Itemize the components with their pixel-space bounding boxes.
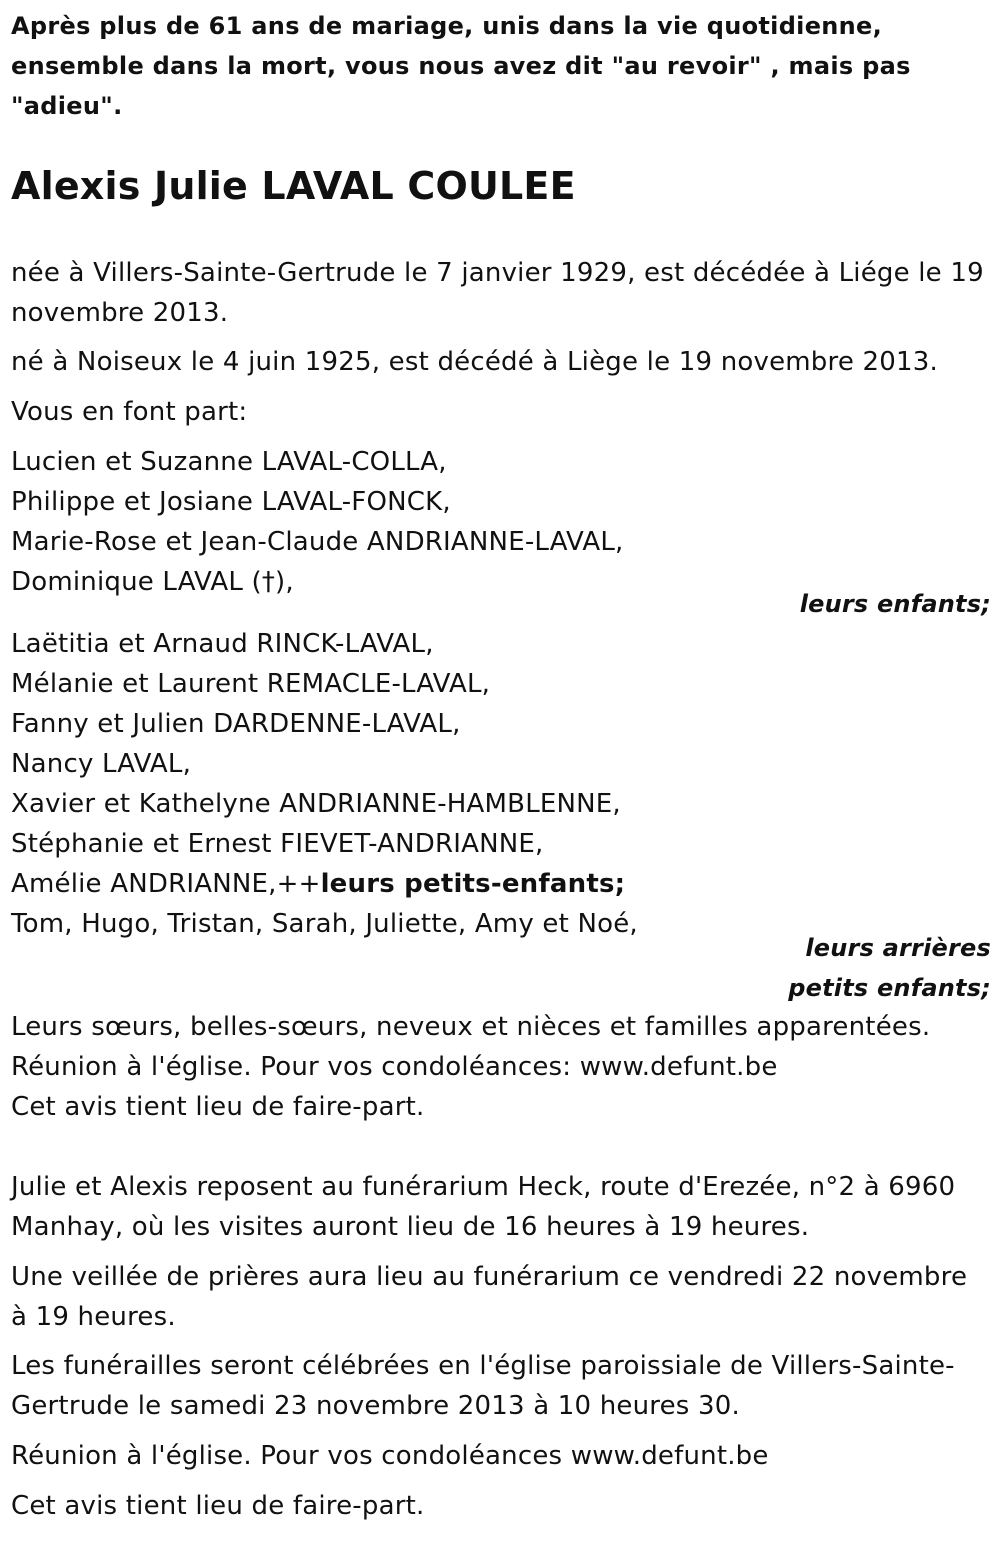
intro-line: Après plus de 61 ans de mariage, unis dans la vie quotidienne, (11, 12, 883, 40)
grandchildren-role: leurs petits-enfants; (320, 869, 626, 899)
vigil-line: à 19 heures. (11, 1302, 176, 1332)
announcement (11, 392, 986, 432)
role-line: leurs arrières (805, 934, 991, 962)
intro-line: ensemble dans la mort, vous nous avez dit "au revoir" , mais pas (11, 52, 911, 80)
list-item: Dominique LAVAL (†), (11, 567, 294, 597)
intro-line: "adieu". (11, 92, 123, 120)
announcement-text: Vous en font part: (11, 397, 248, 427)
deceased-name: Alexis Julie LAVAL COULEE (11, 164, 576, 208)
notice-text: Cet avis tient lieu de faire-part. (11, 1491, 425, 1521)
list-item: Fanny et Julien DARDENNE-LAVAL, (11, 709, 461, 739)
birth-death-line: née à Villers-Sainte-Gertrude le 7 janvier 1929, est décédée à Liége le 19 (11, 258, 984, 288)
list-item: Xavier et Kathelyne ANDRIANNE-HAMBLENNE, (11, 789, 621, 819)
list-item: Marie-Rose et Jean-Claude ANDRIANNE-LAVAL, (11, 527, 624, 557)
funeral-line: Gertrude le samedi 23 novembre 2013 à 10 heures 30. (11, 1391, 740, 1421)
reunion-details (11, 1436, 986, 1476)
children-role: leurs enfants; (799, 590, 991, 618)
intro-quote (11, 6, 986, 126)
vigil-line: Une veillée de prières aura lieu au funérarium ce vendredi 22 novembre (11, 1262, 968, 1292)
rest-line: Julie et Alexis reposent au funérarium Heck, route d'Erezée, n°2 à 6960 (11, 1172, 956, 1202)
list-item: Lucien et Suzanne LAVAL-COLLA, (11, 447, 447, 477)
list-item: Mélanie et Laurent REMACLE-LAVAL, (11, 669, 491, 699)
rest-details (11, 1167, 986, 1247)
notice-details (11, 1486, 986, 1526)
reunion-text: Réunion à l'église. Pour vos condoléances www.defunt.be (11, 1441, 769, 1471)
great-grandchildren-list: Tom, Hugo, Tristan, Sarah, Juliette, Amy et Noé, (11, 909, 638, 939)
birth-death-her (11, 253, 986, 333)
list-item: Laëtitia et Arnaud RINCK-LAVAL, (11, 629, 434, 659)
notice-text: Cet avis tient lieu de faire-part. (11, 1092, 425, 1122)
role-line: petits enfants; (788, 974, 991, 1002)
closing-section (11, 1007, 986, 1127)
birth-death-line: novembre 2013. (11, 298, 229, 328)
funeral-line: Les funérailles seront célébrées en l'église paroissiale de Villers-Sainte- (11, 1351, 955, 1381)
funeral-details (11, 1346, 986, 1426)
list-item (11, 864, 986, 904)
list-item-name: Amélie ANDRIANNE,++ (11, 869, 321, 899)
list-item: Philippe et Josiane LAVAL-FONCK, (11, 487, 451, 517)
family-text: Leurs sœurs, belles-sœurs, neveux et nièces et familles apparentées. (11, 1012, 931, 1042)
children-list (11, 442, 986, 602)
great-grandchildren-role (788, 928, 991, 1008)
grandchildren-list (11, 624, 986, 944)
reunion-text: Réunion à l'église. Pour vos condoléances: www.defunt.be (11, 1052, 778, 1082)
vigil-details (11, 1257, 986, 1337)
list-item: Nancy LAVAL, (11, 749, 192, 779)
birth-death-him (11, 342, 986, 382)
birth-death-line: né à Noiseux le 4 juin 1925, est décédé à Liège le 19 novembre 2013. (11, 347, 938, 377)
rest-line: Manhay, où les visites auront lieu de 16 heures à 19 heures. (11, 1212, 810, 1242)
list-item: Stéphanie et Ernest FIEVET-ANDRIANNE, (11, 829, 544, 859)
